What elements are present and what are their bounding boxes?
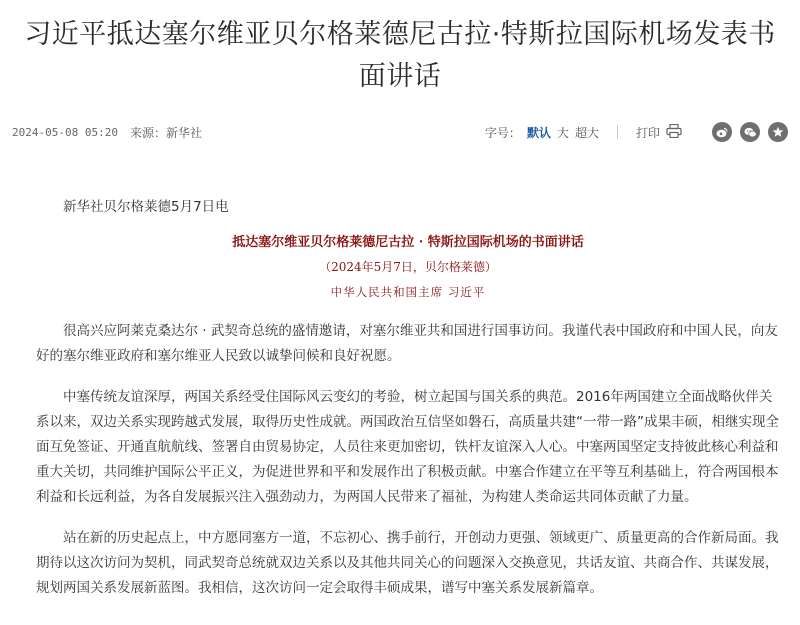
share-buttons [712, 122, 788, 142]
printer-icon [666, 124, 682, 141]
meta-tools [485, 122, 788, 142]
paragraph: 中塞传统友谊深厚，两国关系经受住国际风云变幻的考验，树立起国与国关系的典范。2016年两国建立全面战略伙伴关系以来，双边关系实现跨越式发展，取得历史性成就。两国政治互信坚如磐石，高质量共建“一带一路”成果丰硕，相继实现全面互免签证、开通直航航线、签署自由贸易协定，人员往来更加密切，铁杆友谊深入人心。中塞两国坚定支持彼此核心利益和重大关切，共同维护国际公平正义，为促进世界和平和发展作出了积极贡献。中塞合作建立在平等互利基础上，符合两国根本利益和长远利益，为各自发展振兴注入强劲动力，为两国人民带来了福祉，为构建人类命运共同体贡献了力量。 [36, 389, 779, 505]
source-name: 新华社 [165, 125, 202, 140]
source-label: 来源： [129, 125, 166, 140]
paragraph: 很高兴应阿莱克桑达尔 · 武契奇总统的盛情邀请，对塞尔维亚共和国进行国事访问。我谨代表中国政府和中国人民，向友好的塞尔维亚政府和塞尔维亚人民致以诚挚问候和良好祝愿。 [36, 323, 778, 364]
article-dateline: 新华社贝尔格莱德5月7日电 [36, 199, 229, 215]
source-info [130, 124, 202, 141]
speech-author: 中华人民共和国主席 习近平 [330, 285, 486, 299]
speech-title: 抵达塞尔维亚贝尔格莱德尼古拉 · 特斯拉国际机场的书面讲话 [232, 235, 584, 250]
font-size-xlarge[interactable]: 超大 [574, 125, 599, 140]
paragraph: 站在新的历史起点上，中方愿同塞方一道，不忘初心、携手前行，开创动力更强、领域更广、质量更高的合作新局面。我期待以这次访问为契机，同武契奇总统就双边关系以及其他共同关心的问题深入交换意见，共话友谊、共商合作、共谋发展，规划两国关系发展新蓝图。我相信，这次访问一定会取得丰硕成果，谱写中塞关系发展新篇章。 [36, 530, 779, 596]
font-size-default[interactable]: 默认 [526, 125, 551, 140]
font-size-label: 字号： [484, 125, 521, 140]
print-label: 打印 [635, 125, 660, 140]
font-size-switcher [485, 124, 599, 141]
weibo-icon[interactable] [712, 122, 732, 142]
article-headline: 习近平抵达塞尔维亚贝尔格莱德尼古拉·特斯拉国际机场发表书面讲话 [24, 19, 776, 92]
publish-date: 2024-05-08 05:20 [12, 125, 118, 139]
divider [617, 125, 618, 139]
favorite-icon[interactable] [768, 122, 788, 142]
print-button[interactable] [636, 124, 682, 141]
wechat-icon[interactable] [740, 122, 760, 142]
meta-info [12, 124, 202, 141]
article-body [36, 195, 780, 617]
article-meta-bar [12, 120, 788, 144]
speech-date: （2024年5月7日，贝尔格莱德） [319, 260, 497, 274]
font-size-large[interactable]: 大 [556, 125, 569, 140]
